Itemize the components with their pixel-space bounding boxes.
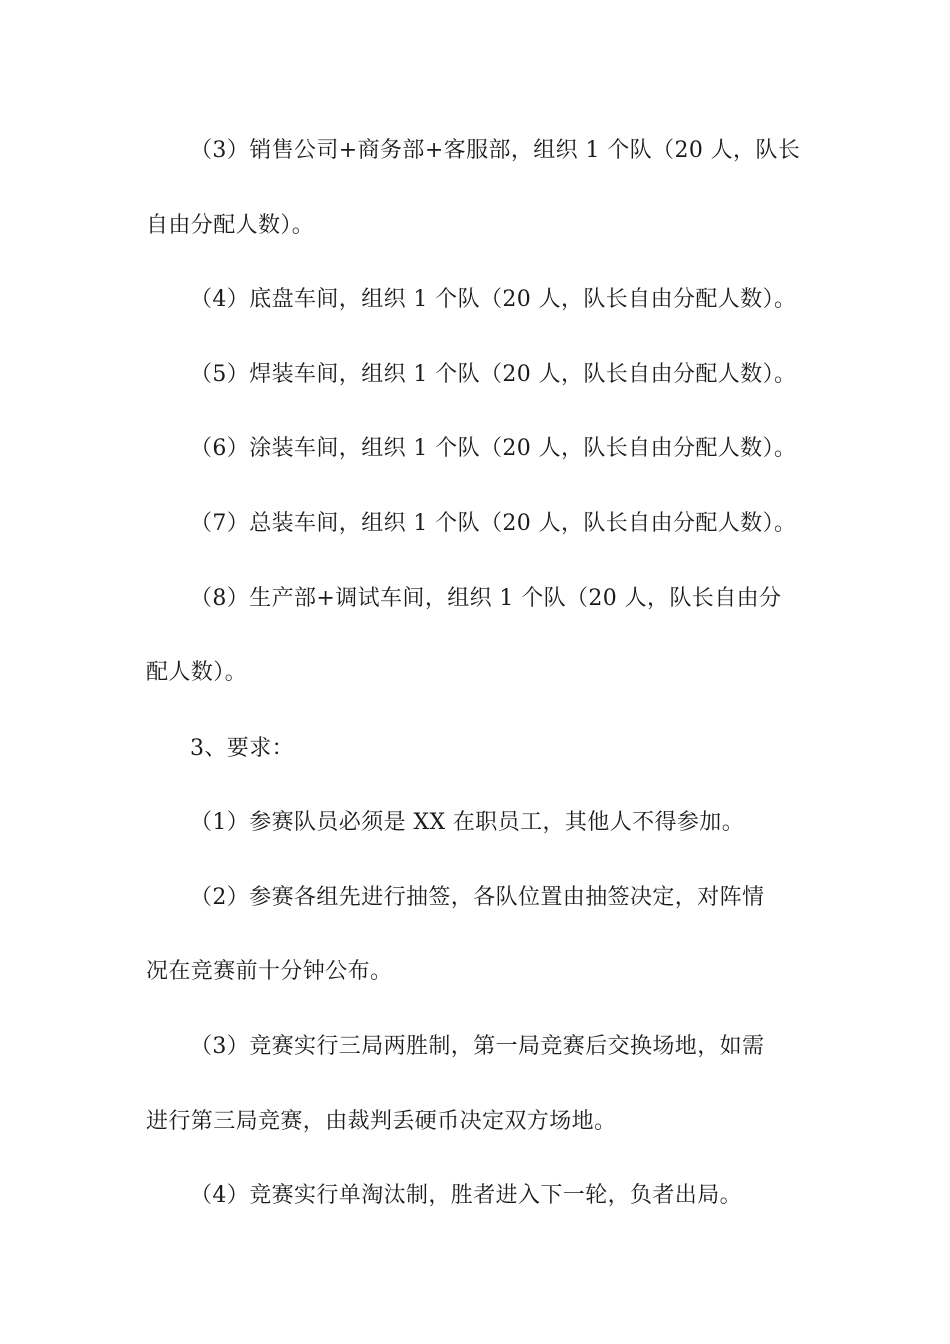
section-heading: 3、要求： [190, 736, 294, 761]
paragraph-line: （6）涂装车间，组织 1 个队（20 人，队长自由分配人数）。 [190, 436, 797, 461]
paragraph-line: 进行第三局竞赛，由裁判丢硬币决定双方场地。 [146, 1109, 617, 1134]
paragraph-line: （4）底盘车间，组织 1 个队（20 人，队长自由分配人数）。 [190, 287, 797, 312]
paragraph-line: （2）参赛各组先进行抽签，各队位置由抽签决定，对阵情 [190, 885, 765, 910]
paragraph-line: （3）销售公司+商务部+客服部，组织 1 个队（20 人，队长 [190, 138, 801, 163]
paragraph-line: 配人数）。 [146, 660, 248, 685]
paragraph-line: （1）参赛队员必须是 XX 在职员工，其他人不得参加。 [190, 810, 745, 835]
paragraph-line: 自由分配人数）。 [146, 213, 315, 238]
paragraph-line: （5）焊装车间，组织 1 个队（20 人，队长自由分配人数）。 [190, 362, 797, 387]
paragraph-line: （8）生产部+调试车间，组织 1 个队（20 人，队长自由分 [190, 586, 782, 611]
paragraph-line: （3）竞赛实行三局两胜制，第一局竞赛后交换场地，如需 [190, 1034, 765, 1059]
paragraph-line: （7）总装车间，组织 1 个队（20 人，队长自由分配人数）。 [190, 511, 797, 536]
paragraph-line: （4）竞赛实行单淘汰制，胜者进入下一轮，负者出局。 [190, 1183, 742, 1208]
paragraph-line: 况在竞赛前十分钟公布。 [146, 959, 393, 984]
